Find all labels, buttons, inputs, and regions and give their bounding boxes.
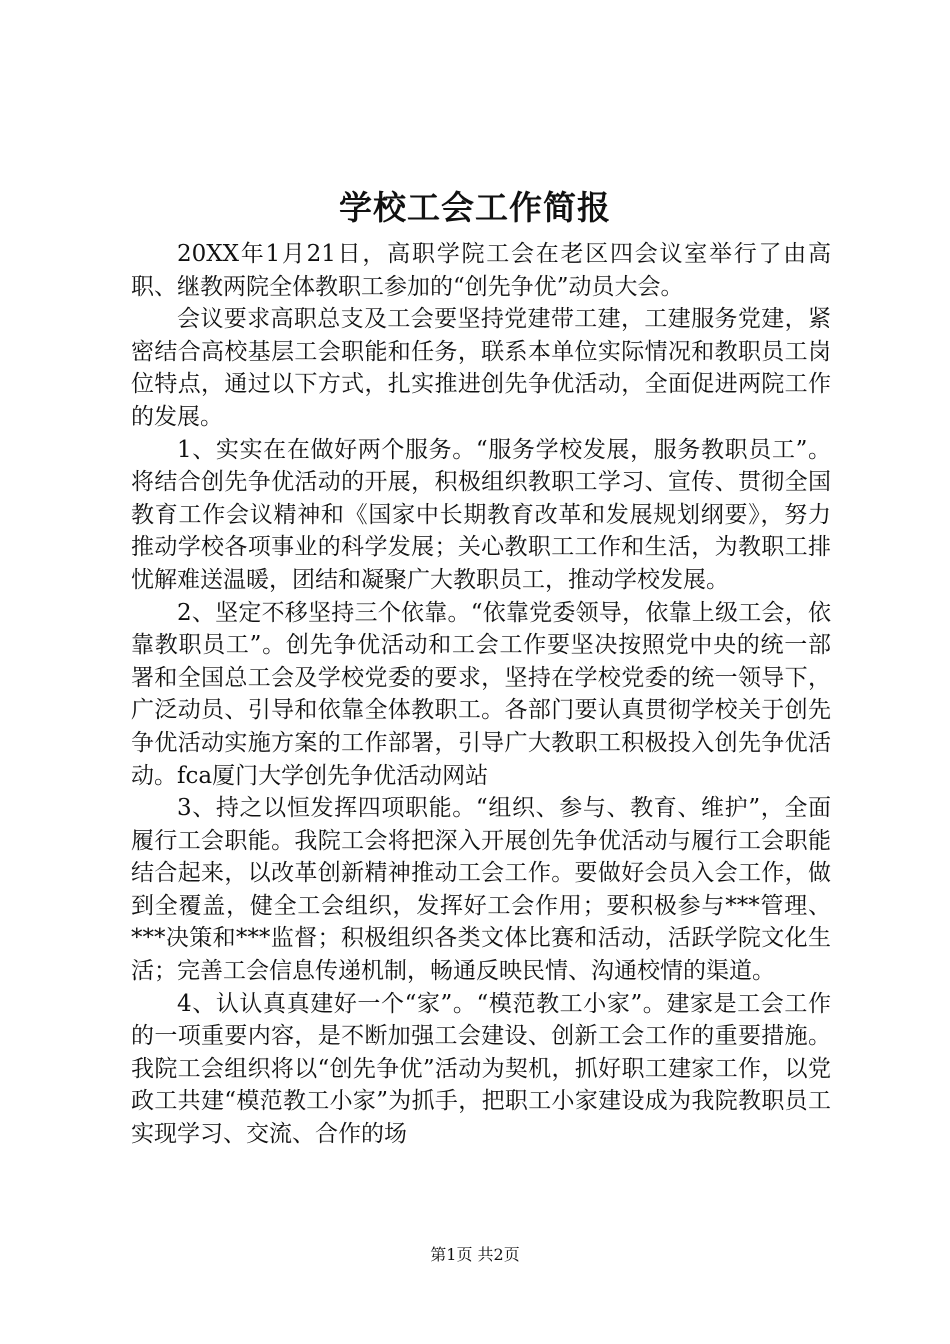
paragraph-item-2: 2、坚定不移坚持三个依靠。“依靠党委领导，依靠上级工会，依靠教职员工”。创先争优活动和工会工作要坚决按照党中央的统一部署和全国总工会及学校党委的要求，坚持在学校党委的统一领导下，广泛动员、引导和依靠全体教职工。各部门要认真贯彻学校关于创先争优活动实施方案的工作部署，引导广大教职工积极投入创先争优活动。fca厦门大学创先争优活动网站 bbox=[131, 599, 831, 789]
document-title: 学校工会工作简报 bbox=[339, 188, 611, 227]
paragraph-item-3: 3、持之以恒发挥四项职能。“组织、参与、教育、维护”，全面履行工会职能。我院工会将把深入开展创先争优活动与履行工会职能结合起来，以改革创新精神推动工会工作。要做好会员入会工作，做到全覆盖，健全工会组织，发挥好工会作用；要积极参与***管理、***决策和***监督；积极组织各类文体比赛和活动，活跃学院文化生活；完善工会信息传递机制，畅通反映民情、沟通校情的渠道。 bbox=[131, 795, 831, 985]
paragraph-item-4: 4、认认真真建好一个“家”。“模范教工小家”。建家是工会工作的一项重要内容，是不断加强工会建设、创新工会工作的重要措施。我院工会组织将以“创先争优”活动为契机，抓好职工建家工作，以党政工共建“模范教工小家”为抓手，把职工小家建设成为我院教职员工实现学习、交流、合作的场 bbox=[131, 990, 831, 1148]
document-body bbox=[131, 238, 831, 1151]
paragraph-item-1: 1、实实在在做好两个服务。“服务学校发展，服务教职员工”。将结合创先争优活动的开展，积极组织教职工学习、宣传、贯彻全国教育工作会议精神和《国家中长期教育改革和发展规划纲要》，努力推动学校各项事业的科学发展；关心教职工工作和生活，为教职工排忧解难送温暖，团结和凝聚广大教职员工，推动学校发展。 bbox=[131, 436, 831, 593]
page-number-footer: 第1页 共2页 bbox=[430, 1245, 520, 1264]
paragraph-intro: 20XX年1月21日，高职学院工会在老区四会议室举行了由高职、继教两院全体教职工参加的“创先争优”动员大会。 bbox=[131, 241, 831, 300]
paragraph-requirements: 会议要求高职总支及工会要坚持党建带工建，工建服务党建，紧密结合高校基层工会职能和任务，联系本单位实际情况和教职员工岗位特点，通过以下方式，扎实推进创先争优活动，全面促进两院工作的发展。 bbox=[131, 306, 831, 430]
